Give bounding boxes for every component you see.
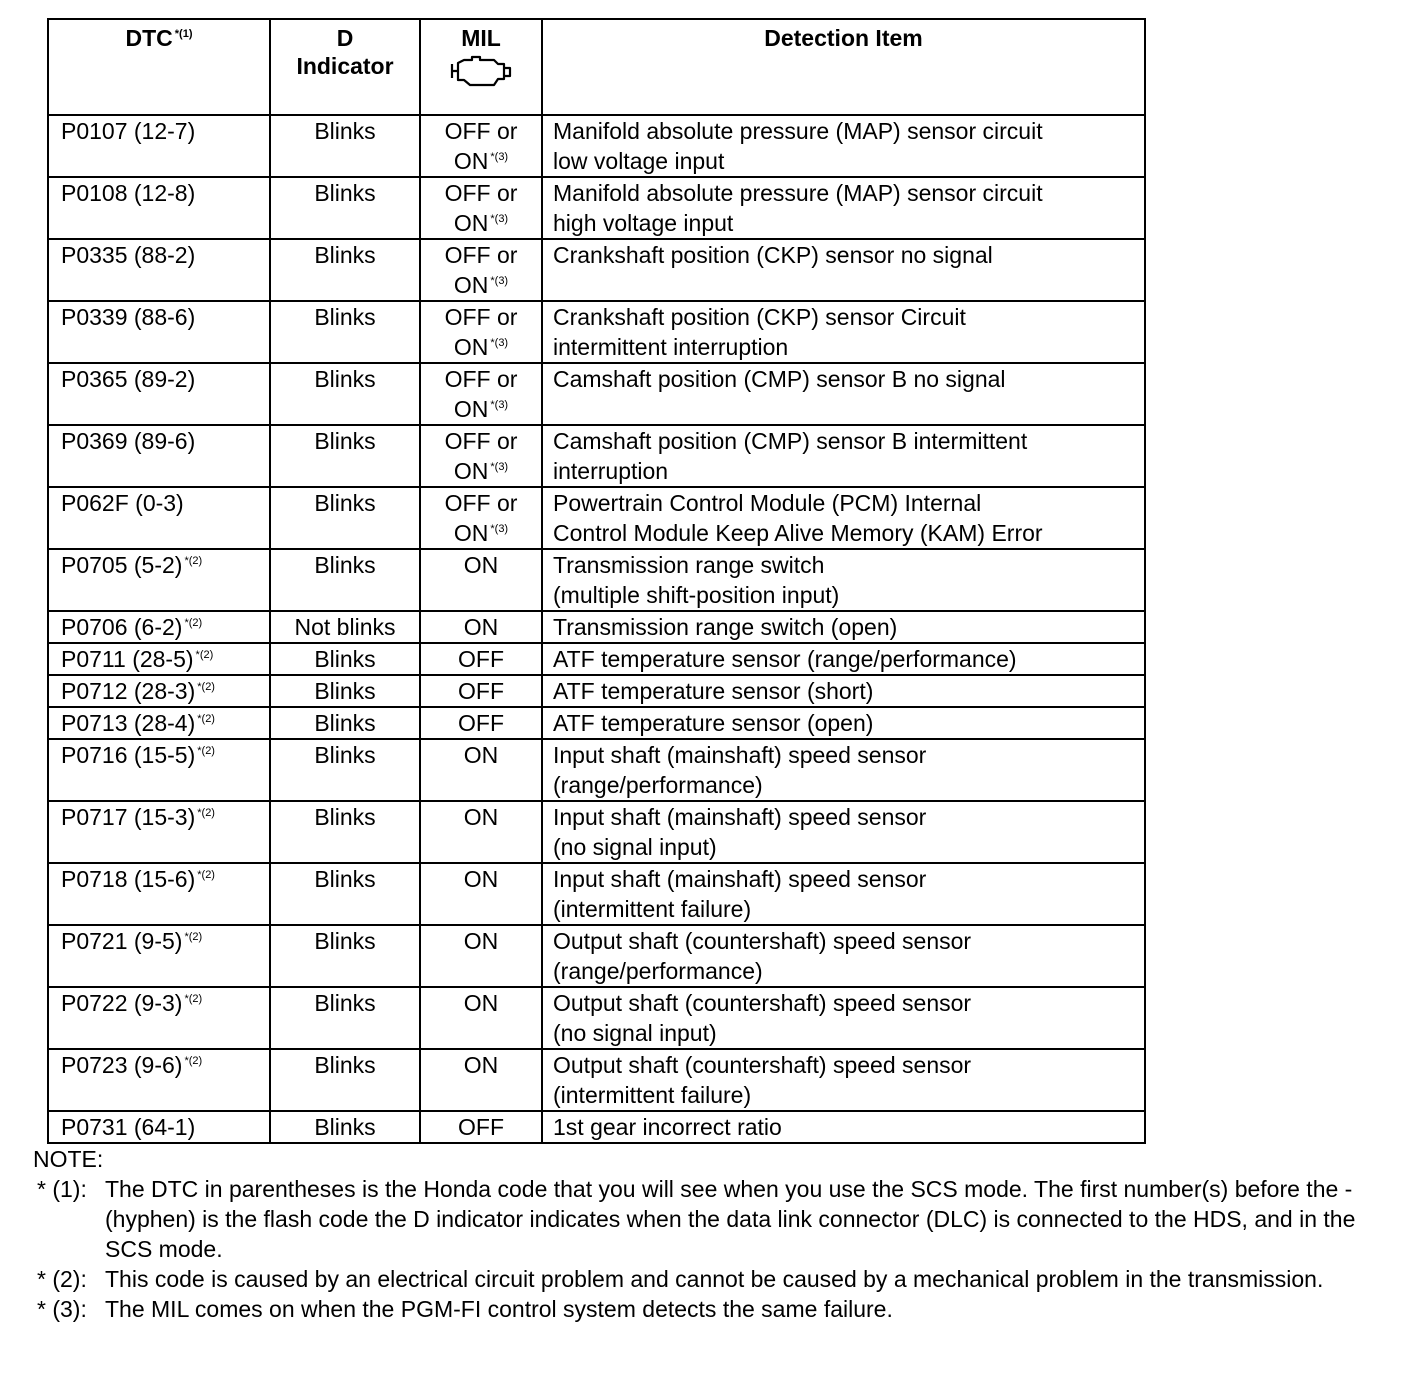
cell-dtc <box>48 643 270 675</box>
detection-line2: (no signal input) <box>553 1020 717 1046</box>
dtc-code: P0365 (89-2) <box>61 366 196 392</box>
dtc-code: P0716 (15-5) <box>61 742 196 768</box>
mil-status: OFF <box>458 1114 504 1140</box>
dtc-code: P0369 (89-6) <box>61 428 196 454</box>
detection-line1: 1st gear incorrect ratio <box>553 1114 782 1140</box>
table-row <box>48 301 1145 363</box>
header-dtc-footnote: *(1) <box>174 28 193 41</box>
note-3-mark: * (3): <box>37 1296 87 1322</box>
cell-d-indicator <box>270 801 420 863</box>
d-indicator-status: Blinks <box>314 118 376 144</box>
cell-detection-item <box>542 863 1145 925</box>
cell-detection-item <box>542 801 1145 863</box>
table-row <box>48 239 1145 301</box>
note-1-text: The DTC in parentheses is the Honda code that you will see when you use the SCS mode. The first number(s) before the - (hyphen) is the flash code the D indicator indicates when the data link connector (DLC) is connected to the HDS, and in the SCS mode. <box>105 1176 1356 1262</box>
note-2-mark: * (2): <box>37 1266 87 1292</box>
detection-line2: Control Module Keep Alive Memory (KAM) Error <box>553 520 1043 546</box>
dtc-code: P062F (0-3) <box>61 490 184 516</box>
note-3-text: The MIL comes on when the PGM-FI control system detects the same failure. <box>105 1296 893 1322</box>
cell-mil <box>420 363 542 425</box>
dtc-footnote: *(2) <box>184 1055 203 1068</box>
d-indicator-status: Blinks <box>314 366 376 392</box>
table-row <box>48 611 1145 643</box>
mil-status: ON <box>463 866 499 892</box>
dtc-code: P0712 (28-3) <box>61 678 196 704</box>
d-indicator-status: Blinks <box>314 646 376 672</box>
detection-line2: interruption <box>553 458 669 484</box>
cell-dtc <box>48 301 270 363</box>
mil-status-line2: ON <box>453 272 489 298</box>
cell-mil <box>420 1049 542 1111</box>
d-indicator-status: Blinks <box>314 1114 376 1140</box>
cell-dtc <box>48 675 270 707</box>
table-row <box>48 987 1145 1049</box>
header-d-line1: D <box>336 25 354 51</box>
table-row <box>48 863 1145 925</box>
header-dtc-label: DTC <box>125 25 173 51</box>
note-2 <box>33 1264 1393 1294</box>
detection-line1: Transmission range switch (open) <box>553 614 898 640</box>
cell-d-indicator <box>270 1049 420 1111</box>
cell-d-indicator <box>270 707 420 739</box>
dtc-footnote: *(2) <box>184 617 203 630</box>
detection-line2: (multiple shift-position input) <box>553 582 840 608</box>
cell-dtc <box>48 1111 270 1143</box>
notes-title: NOTE: <box>33 1146 104 1172</box>
detection-line2: high voltage input <box>553 210 734 236</box>
detection-line1: Crankshaft position (CKP) sensor Circuit <box>553 304 966 330</box>
detection-line1: Output shaft (countershaft) speed sensor <box>553 928 972 954</box>
d-indicator-status: Blinks <box>314 678 376 704</box>
table-row <box>48 1111 1145 1143</box>
detection-line2: intermittent interruption <box>553 334 789 360</box>
mil-status: OFF or <box>444 490 518 516</box>
table-row <box>48 115 1145 177</box>
cell-detection-item <box>542 1049 1145 1111</box>
dtc-code: P0718 (15-6) <box>61 866 196 892</box>
d-indicator-status: Blinks <box>314 990 376 1016</box>
dtc-footnote: *(2) <box>197 745 215 758</box>
cell-mil <box>420 549 542 611</box>
cell-d-indicator <box>270 549 420 611</box>
cell-d-indicator <box>270 1111 420 1143</box>
cell-dtc <box>48 707 270 739</box>
cell-dtc <box>48 1049 270 1111</box>
cell-mil <box>420 239 542 301</box>
detection-line1: Input shaft (mainshaft) speed sensor <box>553 742 927 768</box>
mil-status: OFF or <box>444 180 518 206</box>
cell-detection-item <box>542 707 1145 739</box>
dtc-footnote: *(2) <box>195 649 214 662</box>
mil-status: ON <box>463 990 499 1016</box>
mil-footnote: *(3) <box>490 523 509 536</box>
note-1-mark: * (1): <box>37 1176 87 1202</box>
table-row <box>48 707 1145 739</box>
detection-line1: Crankshaft position (CKP) sensor no signal <box>553 242 993 268</box>
cell-d-indicator <box>270 987 420 1049</box>
mil-status: ON <box>463 742 499 768</box>
cell-dtc <box>48 925 270 987</box>
cell-detection-item <box>542 363 1145 425</box>
cell-detection-item <box>542 987 1145 1049</box>
mil-status: OFF or <box>444 366 518 392</box>
detection-line1: ATF temperature sensor (open) <box>553 710 874 736</box>
note-1 <box>33 1174 1393 1264</box>
mil-status: OFF or <box>444 428 518 454</box>
dtc-code: P0335 (88-2) <box>61 242 196 268</box>
cell-d-indicator <box>270 487 420 549</box>
mil-status-line2: ON <box>453 520 489 546</box>
notes-section <box>33 1144 1393 1324</box>
mil-status: OFF <box>458 646 504 672</box>
mil-footnote: *(3) <box>490 275 509 288</box>
cell-d-indicator <box>270 643 420 675</box>
mil-status: ON <box>463 928 499 954</box>
table-row <box>48 1049 1145 1111</box>
cell-d-indicator <box>270 425 420 487</box>
d-indicator-status: Blinks <box>314 928 376 954</box>
cell-mil <box>420 925 542 987</box>
mil-footnote: *(3) <box>490 151 509 164</box>
cell-detection-item <box>542 739 1145 801</box>
cell-detection-item <box>542 643 1145 675</box>
note-2-text: This code is caused by an electrical circuit problem and cannot be caused by a mechanical problem in the transmission. <box>105 1266 1324 1292</box>
detection-line2: (range/performance) <box>553 958 763 984</box>
dtc-code: P0731 (64-1) <box>61 1114 196 1140</box>
header-d-line2: Indicator <box>296 53 394 79</box>
dtc-code: P0722 (9-3) <box>61 990 183 1016</box>
cell-mil <box>420 115 542 177</box>
mil-status: OFF or <box>444 304 518 330</box>
dtc-code: P0705 (5-2) <box>61 552 183 578</box>
table-row <box>48 177 1145 239</box>
cell-dtc <box>48 739 270 801</box>
detection-line2: (range/performance) <box>553 772 763 798</box>
cell-mil <box>420 675 542 707</box>
cell-dtc <box>48 801 270 863</box>
header-mil <box>420 19 542 115</box>
d-indicator-status: Blinks <box>314 180 376 206</box>
cell-detection-item <box>542 239 1145 301</box>
note-3 <box>33 1294 1393 1324</box>
mil-status: OFF <box>458 678 504 704</box>
mil-footnote: *(3) <box>490 213 509 226</box>
mil-status: ON <box>463 614 499 640</box>
cell-detection-item <box>542 925 1145 987</box>
cell-dtc <box>48 425 270 487</box>
table-row <box>48 487 1145 549</box>
mil-footnote: *(3) <box>490 337 509 350</box>
cell-mil <box>420 707 542 739</box>
cell-mil <box>420 301 542 363</box>
detection-line2: (no signal input) <box>553 834 717 860</box>
cell-detection-item <box>542 115 1145 177</box>
mil-status-line2: ON <box>453 458 489 484</box>
detection-line1: ATF temperature sensor (range/performance) <box>553 646 1017 672</box>
cell-detection-item <box>542 487 1145 549</box>
dtc-code: P0713 (28-4) <box>61 710 196 736</box>
cell-dtc <box>48 863 270 925</box>
mil-status-line2: ON <box>453 334 489 360</box>
d-indicator-status: Blinks <box>314 242 376 268</box>
cell-mil <box>420 863 542 925</box>
cell-d-indicator <box>270 115 420 177</box>
cell-dtc <box>48 363 270 425</box>
cell-dtc <box>48 549 270 611</box>
mil-status: ON <box>463 804 499 830</box>
cell-mil <box>420 611 542 643</box>
detection-line1: ATF temperature sensor (short) <box>553 678 874 704</box>
table-row <box>48 643 1145 675</box>
dtc-footnote: *(2) <box>197 807 215 820</box>
cell-mil <box>420 987 542 1049</box>
d-indicator-status: Blinks <box>314 710 376 736</box>
dtc-footnote: *(2) <box>197 713 215 726</box>
dtc-code: P0108 (12-8) <box>61 180 196 206</box>
dtc-table <box>47 18 1146 1144</box>
d-indicator-status: Not blinks <box>294 614 396 640</box>
dtc-code: P0711 (28-5) <box>61 646 194 672</box>
table-row <box>48 925 1145 987</box>
table-row <box>48 801 1145 863</box>
table-row <box>48 675 1145 707</box>
dtc-footnote: *(2) <box>184 931 203 944</box>
header-detection-label: Detection Item <box>764 25 923 51</box>
detection-line2: (intermittent failure) <box>553 1082 752 1108</box>
mil-footnote: *(3) <box>490 399 509 412</box>
cell-detection-item <box>542 301 1145 363</box>
mil-status: ON <box>463 1052 499 1078</box>
detection-line1: Output shaft (countershaft) speed sensor <box>553 990 972 1016</box>
header-dtc <box>48 19 270 115</box>
dtc-table-body <box>48 115 1145 1143</box>
dtc-code: P0721 (9-5) <box>61 928 183 954</box>
cell-mil <box>420 425 542 487</box>
cell-d-indicator <box>270 301 420 363</box>
detection-line1: Output shaft (countershaft) speed sensor <box>553 1052 972 1078</box>
table-row <box>48 425 1145 487</box>
cell-dtc <box>48 987 270 1049</box>
dtc-code: P0723 (9-6) <box>61 1052 183 1078</box>
cell-d-indicator <box>270 239 420 301</box>
mil-status: OFF or <box>444 118 518 144</box>
mil-footnote: *(3) <box>490 461 509 474</box>
d-indicator-status: Blinks <box>314 304 376 330</box>
cell-mil <box>420 801 542 863</box>
cell-mil <box>420 643 542 675</box>
detection-line1: Camshaft position (CMP) sensor B intermittent <box>553 428 1028 454</box>
detection-line2: (intermittent failure) <box>553 896 752 922</box>
engine-check-icon <box>450 54 512 88</box>
mil-status: OFF or <box>444 242 518 268</box>
d-indicator-status: Blinks <box>314 742 376 768</box>
mil-status: ON <box>463 552 499 578</box>
cell-d-indicator <box>270 363 420 425</box>
cell-mil <box>420 1111 542 1143</box>
d-indicator-status: Blinks <box>314 428 376 454</box>
cell-mil <box>420 739 542 801</box>
table-header-row <box>48 19 1145 115</box>
cell-d-indicator <box>270 863 420 925</box>
detection-line1: Input shaft (mainshaft) speed sensor <box>553 866 927 892</box>
detection-line1: Camshaft position (CMP) sensor B no signal <box>553 366 1006 392</box>
dtc-code: P0107 (12-7) <box>61 118 196 144</box>
mil-status-line2: ON <box>453 210 489 236</box>
detection-line1: Manifold absolute pressure (MAP) sensor circuit <box>553 118 1043 144</box>
cell-dtc <box>48 611 270 643</box>
mil-status-line2: ON <box>453 148 489 174</box>
mil-status-line2: ON <box>453 396 489 422</box>
dtc-code: P0339 (88-6) <box>61 304 196 330</box>
cell-detection-item <box>542 1111 1145 1143</box>
cell-d-indicator <box>270 739 420 801</box>
cell-detection-item <box>542 675 1145 707</box>
header-mil-label: MIL <box>461 25 501 51</box>
cell-detection-item <box>542 177 1145 239</box>
detection-line1: Powertrain Control Module (PCM) Internal <box>553 490 982 516</box>
d-indicator-status: Blinks <box>314 804 376 830</box>
cell-detection-item <box>542 425 1145 487</box>
cell-d-indicator <box>270 611 420 643</box>
dtc-footnote: *(2) <box>184 555 203 568</box>
cell-d-indicator <box>270 177 420 239</box>
table-row <box>48 739 1145 801</box>
header-detection-item <box>542 19 1145 115</box>
d-indicator-status: Blinks <box>314 1052 376 1078</box>
table-row <box>48 549 1145 611</box>
cell-dtc <box>48 487 270 549</box>
detection-line1: Input shaft (mainshaft) speed sensor <box>553 804 927 830</box>
cell-d-indicator <box>270 925 420 987</box>
cell-detection-item <box>542 611 1145 643</box>
cell-d-indicator <box>270 675 420 707</box>
dtc-footnote: *(2) <box>197 869 215 882</box>
table-row <box>48 363 1145 425</box>
d-indicator-status: Blinks <box>314 552 376 578</box>
header-d-indicator <box>270 19 420 115</box>
mil-status: OFF <box>458 710 504 736</box>
cell-dtc <box>48 239 270 301</box>
dtc-footnote: *(2) <box>197 681 215 694</box>
cell-mil <box>420 177 542 239</box>
detection-line1: Transmission range switch <box>553 552 825 578</box>
d-indicator-status: Blinks <box>314 866 376 892</box>
detection-line1: Manifold absolute pressure (MAP) sensor circuit <box>553 180 1043 206</box>
cell-detection-item <box>542 549 1145 611</box>
cell-mil <box>420 487 542 549</box>
cell-dtc <box>48 177 270 239</box>
cell-dtc <box>48 115 270 177</box>
dtc-footnote: *(2) <box>184 993 203 1006</box>
d-indicator-status: Blinks <box>314 490 376 516</box>
detection-line2: low voltage input <box>553 148 725 174</box>
dtc-code: P0717 (15-3) <box>61 804 196 830</box>
dtc-code: P0706 (6-2) <box>61 614 183 640</box>
